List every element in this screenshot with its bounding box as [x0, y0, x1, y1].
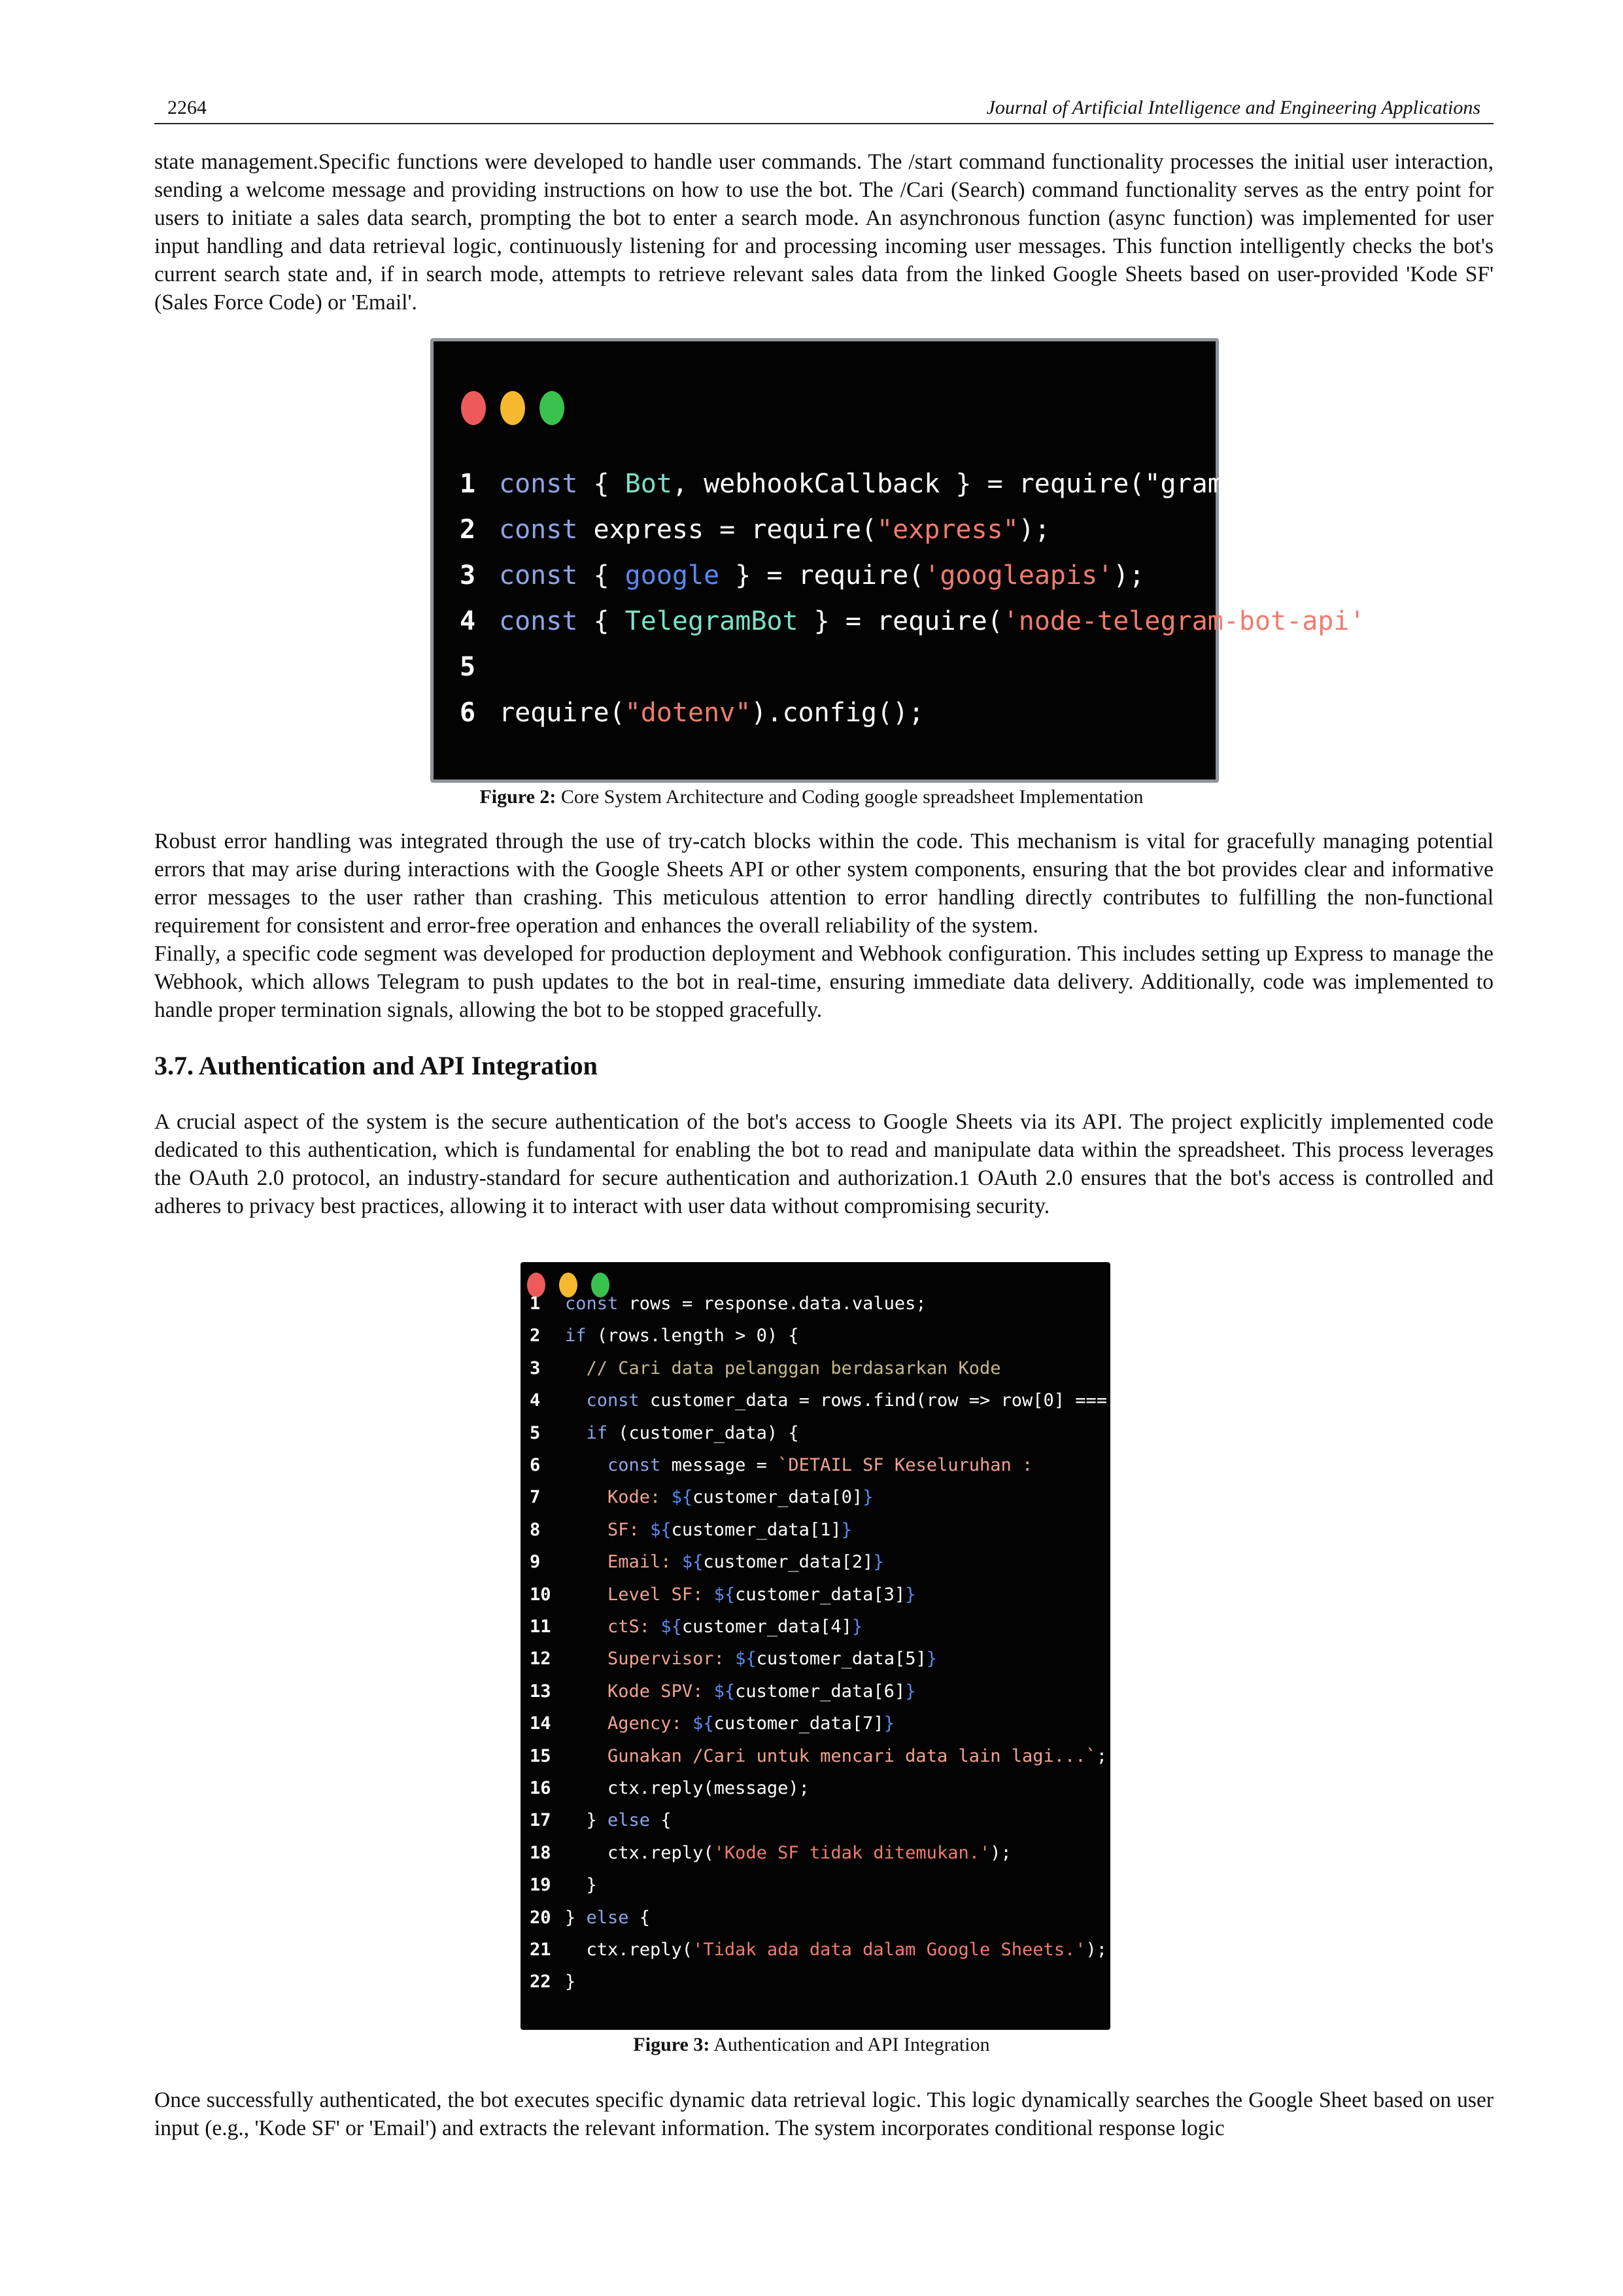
line-number: 14 — [530, 1713, 551, 1734]
code-line — [460, 652, 499, 682]
code-token: else — [586, 1907, 629, 1928]
close-dot-icon — [461, 391, 486, 425]
figure-3-caption-text: Authentication and API Integration — [709, 2034, 990, 2055]
line-number: 10 — [530, 1584, 551, 1605]
code-token — [565, 1585, 607, 1605]
code-token: "grammy" — [1144, 469, 1271, 499]
code-token: if — [586, 1422, 608, 1443]
code-token: if — [565, 1326, 587, 1346]
code-token: ${ — [713, 1584, 736, 1605]
code-token — [565, 1520, 607, 1540]
paragraph-retrieval-logic: Once successfully authenticated, the bot executes specific dynamic data retrieval logic. This logic dynamically searches the Google Sheet based on user input (e.g., 'Kode SF' or 'Email') and extracts the relevant information. The system incorporates conditional response logic — [154, 2088, 1494, 2140]
code-token: ).config(); — [751, 698, 925, 728]
code-token: } — [565, 1972, 576, 1993]
code-token: } — [565, 1875, 597, 1896]
paragraph-state-management: state management.Specific functions were developed to handle user commands. The /start command functionality processes the initial user interaction, sending a welcome message and providing instructions on how to use the bot. The /Cari (Search) command functionality serves as the entry point for users to initiate a sales data search, prompting the bot to enter a search mode. An asynchronous function (async function) was implemented for user input handling and data retrieval logic, continuously listening for and processing incoming user messages. This function intelligently checks the bot's current search state and, if in search mode, attempts to retrieve relevant sales data from the linked Google Sheets based on user-provided 'Kode SF' (Sales Force Code) or 'Email'. — [154, 150, 1494, 315]
figure-2-label: Figure 2: — [479, 786, 556, 808]
line-number: 8 — [530, 1519, 541, 1540]
code-token: { — [628, 1907, 651, 1928]
code-token — [565, 1617, 607, 1637]
code-line — [530, 1520, 852, 1540]
line-number: 15 — [530, 1745, 551, 1766]
code-line — [460, 606, 1397, 636]
code-line — [530, 1810, 672, 1830]
code-token: else — [607, 1810, 651, 1831]
code-token: const — [607, 1455, 661, 1475]
code-token: ; — [1096, 1745, 1108, 1766]
line-number: 5 — [460, 652, 476, 682]
code-token: Agency: — [607, 1713, 693, 1734]
code-token: const — [499, 560, 578, 591]
line-number: 21 — [530, 1940, 551, 1960]
code-line — [460, 515, 1050, 545]
code-token: } — [883, 1713, 895, 1734]
code-token: } — [565, 1810, 608, 1831]
code-token: Gunakan /Cari untuk mencari data lain lagi...` — [607, 1745, 1097, 1766]
code-line — [530, 1487, 873, 1507]
code-token: customer_data[6] — [735, 1681, 906, 1702]
code-token — [565, 1746, 607, 1766]
code-token: ctx.reply(message); — [565, 1778, 810, 1798]
code-token: { — [650, 1810, 672, 1831]
journal-title: Journal of Artificial Intelligence and Engineering Applications — [986, 97, 1480, 118]
code-token: TelegramBot — [624, 606, 798, 636]
line-number: 13 — [530, 1681, 551, 1702]
code-token — [565, 1358, 587, 1379]
code-line — [530, 1908, 650, 1928]
code-line — [530, 1940, 1107, 1960]
line-number: 2 — [530, 1326, 541, 1346]
code-token: } = require( — [798, 606, 1003, 636]
code-line — [530, 1423, 799, 1443]
paragraph-error-handling: Robust error handling was integrated through the use of try-catch blocks within the code. This mechanism is vital for gracefully managing potential errors that may arise during interactions with the Google Sheets API or other system components, ensuring that the bot provides clear and informative error messages to the user rather than crashing. This meticulous attention to error handling directly contributes to fulfilling the non-functional requirement for consistent and error-free operation and enhances the overall reliability of the system. — [154, 829, 1494, 938]
line-number: 22 — [530, 1972, 551, 1993]
code-token: customer_data = rows.find(row => row[0] === text); — [639, 1390, 1182, 1411]
code-token: SF: — [607, 1519, 651, 1540]
code-token: ctS: — [607, 1617, 661, 1637]
code-token: "dotenv" — [624, 698, 751, 728]
line-number: 12 — [530, 1649, 551, 1670]
code-token: ${ — [671, 1487, 693, 1508]
page-number: 2264 — [167, 97, 207, 118]
code-token: customer_data[4] — [681, 1617, 852, 1637]
code-token: } — [565, 1907, 587, 1928]
code-token: } — [926, 1649, 937, 1670]
code-token: 'Tidak ada data dalam Google Sheets.' — [692, 1940, 1086, 1960]
figure-3-label: Figure 3: — [633, 2034, 710, 2055]
code-token: Bot — [624, 469, 672, 499]
line-number: 20 — [530, 1907, 551, 1928]
maximize-dot-icon — [539, 391, 564, 425]
figure-2-caption — [0, 786, 1623, 808]
code-token: 'node-telegram-bot-api' — [1002, 606, 1365, 636]
code-line — [530, 1585, 915, 1605]
code-line — [530, 1358, 1000, 1379]
code-token: } — [841, 1519, 852, 1540]
code-token — [565, 1713, 607, 1734]
line-number: 3 — [530, 1358, 541, 1379]
code-token: , webhookCallback } = require( — [672, 469, 1145, 499]
code-token: require( — [499, 698, 625, 728]
code-token: ); — [1018, 515, 1050, 545]
code-token: } — [873, 1552, 884, 1573]
code-line — [530, 1390, 1182, 1411]
code-token: customer_data[7] — [713, 1713, 884, 1734]
figure-2-code-screenshot — [430, 338, 1397, 783]
code-token: } — [905, 1681, 916, 1702]
figure-2-caption-text: Core System Architecture and Coding google spreadsheet Implementation — [556, 786, 1144, 808]
code-token: const — [499, 469, 578, 499]
code-token: express = require( — [577, 515, 877, 545]
code-token: ${ — [660, 1617, 682, 1637]
code-token: ); — [1365, 606, 1397, 636]
code-token: 'Kode SF tidak ditemukan.' — [713, 1842, 991, 1863]
code-token: customer_data[3] — [735, 1584, 906, 1605]
code-line — [530, 1746, 1107, 1766]
code-token: } — [851, 1617, 863, 1637]
code-token: ${ — [650, 1519, 672, 1540]
code-token: message = — [660, 1455, 778, 1475]
line-number: 7 — [530, 1487, 541, 1508]
line-number: 9 — [530, 1552, 541, 1573]
code-token: } — [905, 1584, 916, 1605]
code-line — [530, 1294, 927, 1314]
code-token: rows = response.data.values; — [618, 1294, 927, 1314]
line-number: 3 — [460, 560, 476, 591]
line-number: 4 — [530, 1390, 541, 1411]
code-token: { — [577, 606, 625, 636]
paragraph-authentication: A crucial aspect of the system is the secure authentication of the bot's access to Google Sheets via its API. The project explicitly implemented code dedicated to this authentication, which is fundamental for enabling the bot to read and manipulate data within the spreadsheet. This process leverages the OAuth 2.0 protocol, an industry-standard for secure authentication and authorization.1 OAuth 2.0 ensures that the bot's access is controlled and adheres to privacy best practices, allowing it to interact with user data without compromising security. — [154, 1110, 1494, 1218]
code-token: const — [499, 606, 578, 636]
code-token: ctx.reply( — [565, 1842, 714, 1863]
figure-3-code-screenshot — [521, 1262, 1182, 2030]
line-number: 4 — [460, 606, 476, 636]
code-token: ${ — [713, 1681, 736, 1702]
code-line — [530, 1713, 895, 1734]
code-line — [460, 469, 1302, 499]
code-line — [530, 1778, 810, 1798]
code-token: ${ — [692, 1713, 714, 1734]
code-token: { — [577, 560, 625, 591]
line-number: 1 — [460, 469, 476, 499]
code-token: { — [577, 469, 625, 499]
code-line — [530, 1681, 915, 1702]
window-controls — [461, 391, 579, 425]
code-line — [530, 1972, 575, 1992]
code-token — [565, 1649, 607, 1669]
code-token: Kode: — [607, 1487, 672, 1508]
code-token: const — [565, 1294, 619, 1314]
line-number: 19 — [530, 1875, 551, 1896]
code-token: "express" — [876, 515, 1019, 545]
code-token: customer_data[0] — [692, 1487, 863, 1508]
code-token: 'googleapis' — [924, 560, 1114, 591]
line-number: 6 — [530, 1455, 541, 1475]
code-line — [530, 1843, 1012, 1863]
code-token: customer_data[2] — [703, 1552, 874, 1573]
code-token: } — [863, 1487, 874, 1508]
code-line — [530, 1326, 799, 1346]
code-token: ); — [1085, 1940, 1108, 1960]
code-token: ); — [1271, 469, 1303, 499]
code-line — [530, 1455, 1033, 1475]
code-line — [530, 1552, 884, 1572]
code-token — [565, 1423, 587, 1443]
section-heading: 3.7. Authentication and API Integration — [154, 1051, 598, 1080]
code-token: (customer_data) { — [607, 1422, 799, 1443]
code-line — [530, 1649, 937, 1669]
code-line — [530, 1875, 597, 1895]
line-number: 16 — [530, 1778, 551, 1798]
minimize-dot-icon — [500, 391, 525, 425]
code-token: } = require( — [719, 560, 925, 591]
code-token: Level SF: — [607, 1584, 714, 1605]
code-token — [565, 1390, 587, 1411]
code-token: customer_data[1] — [671, 1519, 842, 1540]
code-token — [565, 1552, 607, 1572]
code-token — [565, 1455, 607, 1475]
code-token: customer_data[5] — [756, 1649, 927, 1670]
code-token: (rows.length > 0) { — [586, 1326, 799, 1346]
line-number: 11 — [530, 1617, 551, 1637]
code-token: ); — [1113, 560, 1145, 591]
code-line — [460, 560, 1144, 591]
line-number: 17 — [530, 1810, 551, 1831]
code-token: ${ — [735, 1649, 757, 1670]
code-token: ); — [990, 1842, 1012, 1863]
code-token: Supervisor: — [607, 1649, 736, 1670]
line-number: 1 — [530, 1294, 541, 1314]
code-token: ctx.reply( — [565, 1940, 693, 1960]
code-token: const — [499, 515, 578, 545]
code-token: ${ — [681, 1552, 704, 1573]
code-token: Kode SPV: — [607, 1681, 714, 1702]
paragraph-deployment: Finally, a specific code segment was developed for production deployment and Webhook configuration. This includes setting up Express to manage the Webhook, which allows Telegram to push updates to the bot in real-time, ensuring immediate data delivery. Additionally, code was implemented to handle proper termination signals, allowing the bot to be stopped gracefully. — [154, 942, 1494, 1022]
code-line — [460, 698, 924, 728]
code-token: const — [586, 1390, 640, 1411]
running-header — [154, 95, 1494, 124]
line-number: 6 — [460, 698, 476, 728]
code-token: google — [624, 560, 720, 591]
line-number: 18 — [530, 1842, 551, 1863]
code-token: Email: — [607, 1552, 682, 1573]
figure-3-caption — [0, 2034, 1623, 2056]
code-token — [565, 1681, 607, 1702]
line-number: 2 — [460, 515, 476, 545]
code-token: `DETAIL SF Keseluruhan : — [777, 1455, 1033, 1475]
code-line — [530, 1617, 863, 1637]
code-token — [565, 1487, 607, 1507]
code-token: // Cari data pelanggan berdasarkan Kode — [586, 1358, 1001, 1379]
line-number: 5 — [530, 1422, 541, 1443]
